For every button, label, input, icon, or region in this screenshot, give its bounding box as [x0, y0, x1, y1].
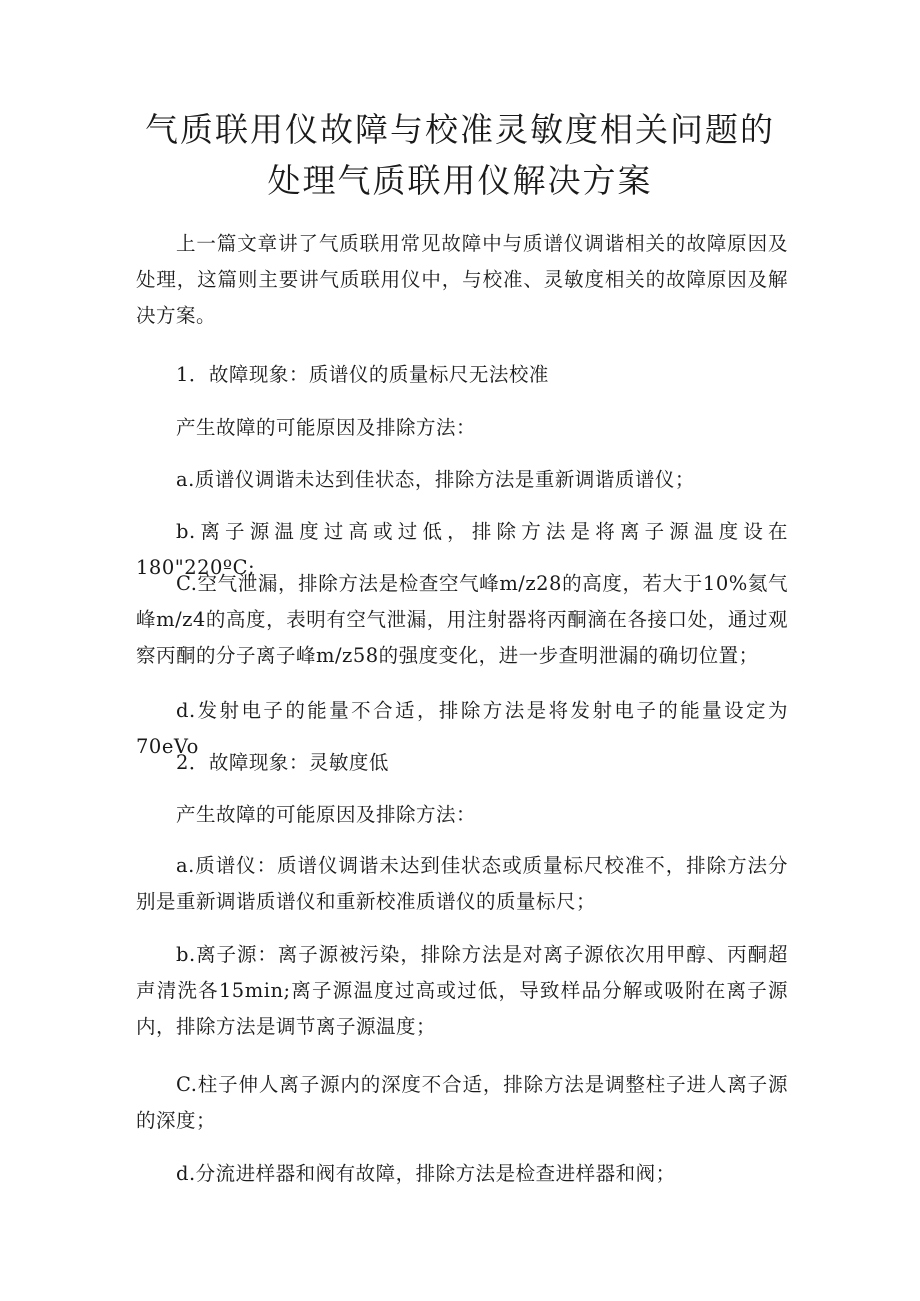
cause-2b: b.离子源：离子源被污染，排除方法是对离子源依次用甲醇、丙酮超声清洗各15min;离子源温度过高或过低，导致样品分解或吸附在离子源内，排除方法是调节离子源温度； [136, 943, 788, 1038]
document-title: 气质联用仪故障与校准灵敏度相关问题的处理气质联用仪解决方案 [145, 110, 775, 200]
cause-1b: b.离子源温度过高或过低，排除方法是将离子源温度设在180"220ºC; [136, 520, 788, 579]
cause-1a: a.质谱仪调谐未达到佳状态，排除方法是重新调谐质谱仪； [176, 468, 695, 491]
cause-2d: d.分流进样器和阀有故障，排除方法是检查进样器和阀； [176, 1162, 676, 1185]
intro-paragraph: 上一篇文章讲了气质联用常见故障中与质谱仪调谐相关的故障原因及处理，这篇则主要讲气质联用仪中，与校准、灵敏度相关的故障原因及解决方案。 [136, 232, 788, 327]
cause-2c: C.柱子伸人离子源内的深度不合适，排除方法是调整柱子进人离子源的深度； [136, 1073, 788, 1132]
causes-label-2: 产生故障的可能原因及排除方法： [176, 803, 477, 826]
causes-label-1: 产生故障的可能原因及排除方法： [176, 416, 477, 439]
cause-1d: d.发射电子的能量不合适，排除方法是将发射电子的能量设定为70eVo [136, 699, 788, 758]
fault-heading-1: 1．故障现象：质谱仪的质量标尺无法校准 [176, 363, 549, 386]
cause-1c: C.空气泄漏，排除方法是检查空气峰m/z28的高度，若大于10%氦气峰m/z4的高度，表明有空气泄漏，用注射器将丙酮滴在各接口处，通过观察丙酮的分子离子峰m/z58的强度变化，进一步查明泄漏的确切位置； [136, 572, 788, 667]
cause-2a: a.质谱仪：质谱仪调谐未达到佳状态或质量标尺校准不，排除方法分别是重新调谐质谱仪和重新校准质谱仪的质量标尺； [136, 854, 788, 913]
fault-heading-2: 2．故障现象：灵敏度低 [176, 751, 389, 774]
